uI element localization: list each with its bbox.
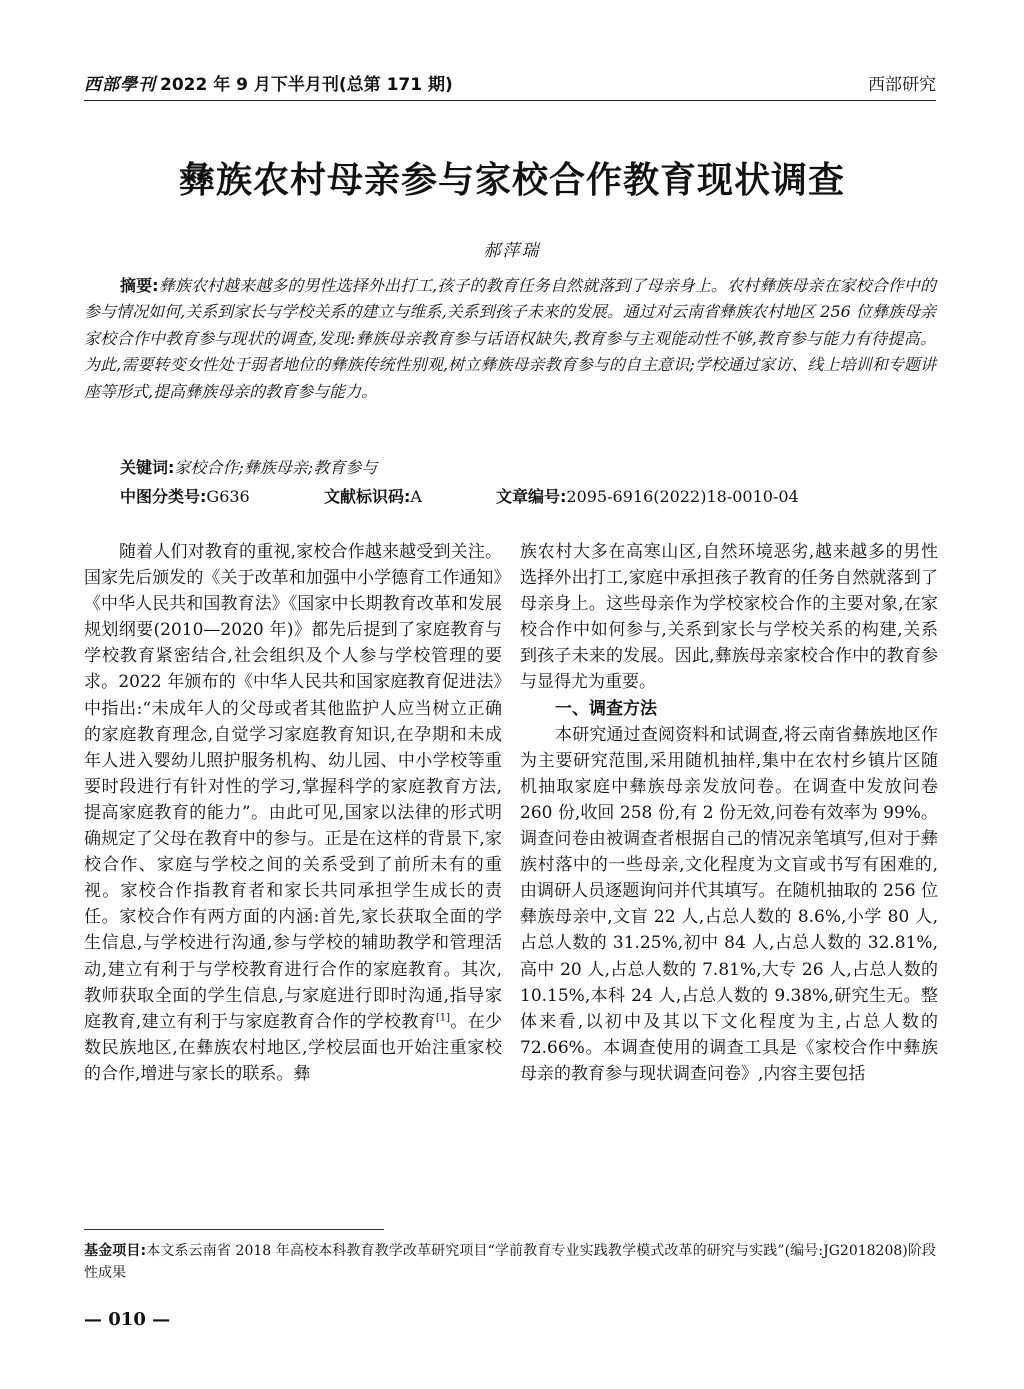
footnote	[84, 1240, 936, 1284]
abstract	[84, 273, 936, 405]
journal-name: 西部研究	[868, 75, 936, 95]
author-name: 郝萍瑞	[483, 241, 541, 261]
running-header	[84, 66, 936, 96]
paragraph-text: 随着人们对教育的重视,家校合作越来越受到关注。国家先后颁发的《关于改革和加强中小学德育工作通知》《中华人民共和国教育法》《国家中长期教育改革和发展规划纲要(2010—2020 年)》都先后提到了家庭教育与学校教育紧密结合,社会组织及个人参与学校管理的要求。2022 年颁布的《中华人民共和国家庭教育促进法》中指出:“未成年人的父母或者其他监护人应当树立正确的家庭教育理念,自觉学习家庭教育知识,在孕期和未成年人进入婴幼儿照护服务机构、幼儿园、中小学校等重要时段进行有针对性的学习,掌握科学的家庭教育方法,提高家庭教育的能力”。由此可见,国家以法律的形式明确规定了父母在教育中的参与。正是在这样的背景下,家校合作、家庭与学校之间的关系受到了前所未有的重视。家校合作指教育者和家长共同承担学生成长的责任。家校合作有两方面的内涵:首先,家长获取全面的学生信息,与学校进行沟通,参与学校的辅助教学和管理活动,建立有利于与学校教育进行合作的家庭教育。其次,教师获取全面的学生信息,与家庭进行即时沟通,指导家庭教育,建立有利于与家庭教育合作的学校教育	[84, 542, 502, 1032]
paragraph-text: 。在少数民族地区,在彝族农村地区,学校层面也开始注重家校的合作,增进与家长的联系。彝	[84, 1011, 503, 1084]
body-paragraph: 族农村大多在高寒山区,自然环境恶劣,越来越多的男性选择外出打工,家庭中承担孩子教育的任务自然就落到了母亲身上。这些母亲作为学校家校合作的主要对象,在家校合作中如何参与,关系到家长与学校关系的构建,关系到孩子未来的发展。因此,彝族母亲家校合作中的教育参与显得尤为重要。	[520, 542, 938, 693]
body-column-right	[520, 539, 938, 1087]
article-title: 彝族农村母亲参与家校合作教育现状调查	[178, 159, 845, 201]
doc-code-value: A	[410, 487, 422, 506]
document-code	[324, 484, 422, 510]
keywords-label: 关键词:	[120, 458, 175, 477]
header-divider	[84, 100, 936, 101]
body-column-left	[84, 539, 502, 1087]
section-heading: 一、调查方法	[555, 698, 657, 719]
keywords-text: 家校合作;彝族母亲;教育参与	[174, 458, 378, 477]
abstract-text: 彝族农村越来越多的男性选择外出打工,孩子的教育任务自然就落到了母亲身上。农村彝族母亲在家校合作中的参与情况如何,关系到家长与学校关系的建立与维系,关系到孩子未来的发展。通过对云南省彝族农村地区 256 位彝族母亲家校合作中教育参与现状的调查,发现:彝族母亲教育参与话语权缺失,教育参与主观能动性不够,教育参与能力有待提高。为此,需要转变女性处于弱者地位的彝族传统性别观,树立彝族母亲教育参与的自主意识;学校通过家访、线上培训和专题讲座等形式,提高彝族母亲的教育参与能力。	[84, 276, 936, 401]
body-paragraph	[84, 539, 502, 1087]
footnote-label: 基金项目:	[84, 1243, 147, 1259]
article-no-label: 文章编号:	[496, 487, 567, 506]
clc-value: G636	[206, 487, 250, 506]
page-number: — 010 —	[84, 1309, 171, 1330]
footnote-divider	[84, 1229, 384, 1230]
clc-label: 中图分类号:	[120, 487, 207, 506]
footnote-text: 本文系云南省 2018 年高校本科教育教学改革研究项目“学前教育专业实践教学模式改革的研究与实践”(编号:JG2018208)阶段性成果	[84, 1243, 936, 1281]
body-paragraph: 本研究通过查阅资料和试调查,将云南省彝族地区作为主要研究范围,采用随机抽样,集中在农村乡镇片区随机抽取家庭中彝族母亲发放问卷。在调查中发放问卷 260 份,收回 258 份,有 2 份无效,问卷有效率为 99%。调查问卷由被调查者根据自己的情况亲笔填写,但对于彝族村落中的一些母亲,文化程度为文盲或书写有困难的,由调研人员逐题询问并代其填写。在随机抽取的 256 位彝族母亲中,文盲 22 人,占总人数的 8.6%,小学 80 人,占总人数的 31.25%,初中 84 人,占总人数的 32.81%,高中 20 人,占总人数的 7.81%,大专 26 人,占总人数的 10.15%,本科 24 人,占总人数的 9.38%,研究生无。整体来看,以初中及其以下文化程度为主,占总人数的 72.66%。本调查使用的调查工具是《家校合作中彝族母亲的教育参与现状调查问卷》,内容主要包括	[520, 724, 938, 1084]
article-no-value: 2095-6916(2022)18-0010-04	[566, 487, 799, 506]
article-number	[496, 484, 799, 510]
doc-code-label: 文献标识码:	[324, 487, 411, 506]
journal-logo: 西部學刊	[84, 75, 156, 95]
keywords	[120, 455, 936, 481]
citation-marker: [1]	[435, 1012, 451, 1024]
clc-number	[120, 484, 250, 510]
journal-issue: 2022 年 9 月下半月刊(总第 171 期)	[160, 75, 453, 95]
abstract-label: 摘要:	[120, 276, 159, 295]
